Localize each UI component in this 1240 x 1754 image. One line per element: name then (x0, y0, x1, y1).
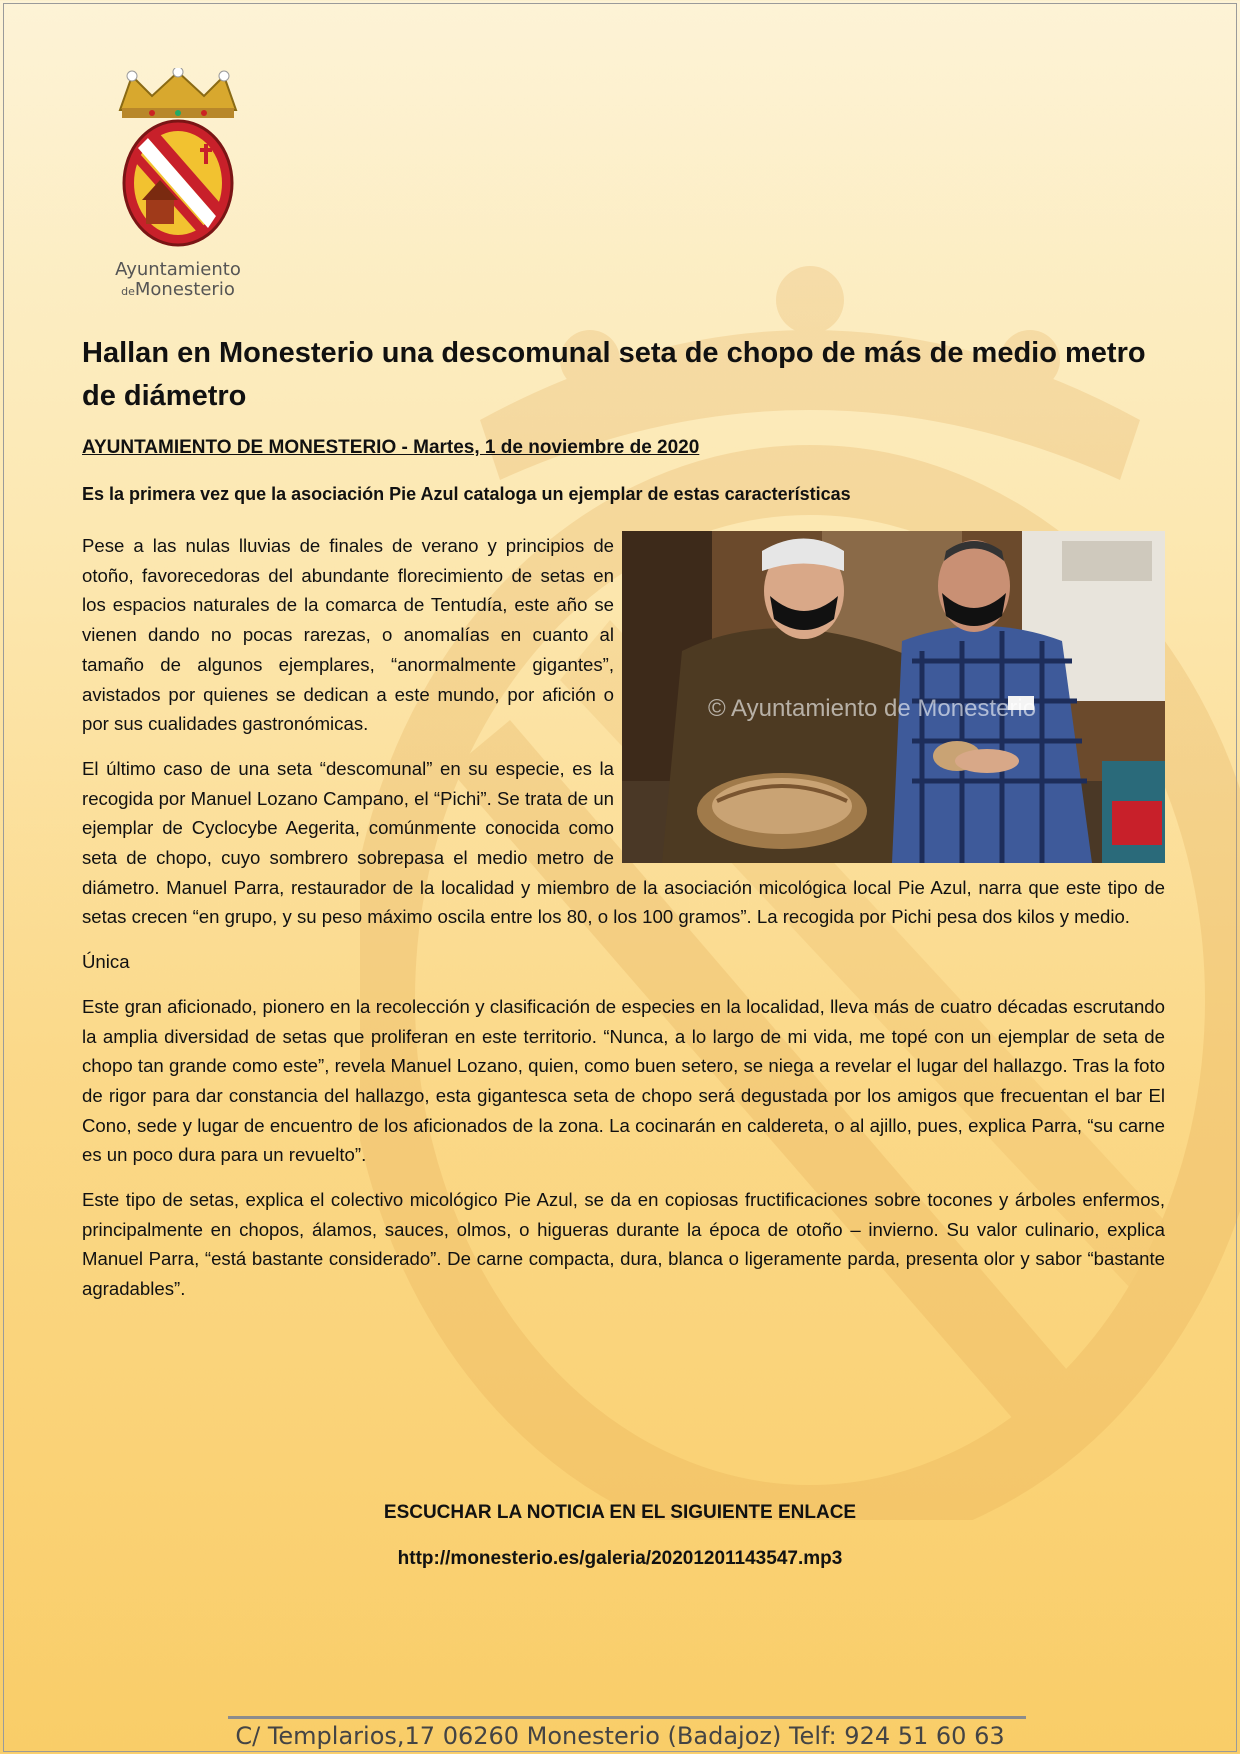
article-body (82, 531, 1165, 1319)
news-photo (622, 531, 1165, 863)
logo-line-1: Ayuntamiento (115, 259, 241, 280)
footer-divider (228, 1716, 1026, 1719)
photo-watermark: © Ayuntamiento de Monesterio (708, 695, 1037, 722)
municipal-logo (108, 68, 248, 302)
footer-address: C/ Templarios,17 06260 Monesterio (Badajoz) Telf: 924 51 60 63 (235, 1722, 1005, 1750)
subtitle: Es la primera vez que la asociación Pie Azul cataloga un ejemplar de estas características (82, 484, 851, 504)
listen-heading: ESCUCHAR LA NOTICIA EN EL SIGUIENTE ENLACE (383, 1502, 857, 1523)
paragraph-3: Este gran aficionado, pionero en la recolección y clasificación de especies en la localidad, lleva más de cuatro décadas escrutando la amplia diversidad de setas que proliferan en este territorio. “Nunca, a lo largo de mi vida, me topé con un ejemplar de seta de chopo tan grande como este”, revela Manuel Lozano, quien, como buen setero, se niega a revelar el lugar del hallazgo. Tras la foto de rigor para dar constancia del hallazgo, esta gigantesca seta de chopo será degustada por los amigos que frecuentan el bar El Cono, sede y lugar de encuentro de los aficionados de la zona. La cocinarán en caldereta, o al ajillo, pues, explica Parra, “su carne es un poco dura para un revuelto”. (82, 995, 1165, 1166)
paragraph-section-heading: Única (82, 951, 130, 973)
logo-line-2-prefix: de (121, 285, 135, 298)
audio-link[interactable]: http://monesterio.es/galeria/20201201143547.mp3 (397, 1548, 843, 1569)
coat-of-arms-icon (112, 68, 244, 258)
paragraph-4: Este tipo de setas, explica el colectivo micológico Pie Azul, se da en copiosas fructificaciones sobre tocones y árboles enfermos, principalmente en chopos, álamos, sauces, olmos, o higueras durante la época de otoño – invierno. Su valor culinario, explica Manuel Parra, “está bastante considerado”. De carne compacta, dura, blanca o ligeramente parda, presenta olor y sabor “bastante agradables”. (82, 1189, 1165, 1300)
headline: Hallan en Monesterio una descomunal seta de chopo de más de medio metro de diámetro (82, 337, 1146, 412)
byline: AYUNTAMIENTO DE MONESTERIO - Martes, 1 de noviembre de 2020 (82, 437, 700, 458)
logo-line-2: Monesterio (134, 279, 235, 300)
paragraph-2: El último caso de una seta “descomunal” en su especie, es la recogida por Manuel Lozano Campano, el “Pichi”. Se trata de un ejemplar de Cyclocybe Aegerita, comúnmente conocida como seta de chopo, cuyo sombrero sobrepasa el medio metro de diámetro. Manuel Parra, restaurador de la localidad y miembro de la asociación micológica local Pie Azul, narra que este tipo de setas crecen “en grupo, y su peso máximo oscila entre los 80, o los 100 gramos”. La recogida por Pichi pesa dos kilos y medio. (82, 757, 1165, 928)
paragraph-1: Pese a las nulas lluvias de finales de verano y principios de otoño, favorecedoras del abundante florecimiento de setas en los espacios naturales de la comarca de Tentudía, este año se vienen dando no pocas rarezas, o anomalías en cuanto al tamaño de algunos ejemplares, “anormalmente gigantes”, avistados por quienes se dedican a este mundo, por afición o por sus cualidades gastronómicas. (82, 535, 614, 735)
logo-text (108, 260, 248, 302)
